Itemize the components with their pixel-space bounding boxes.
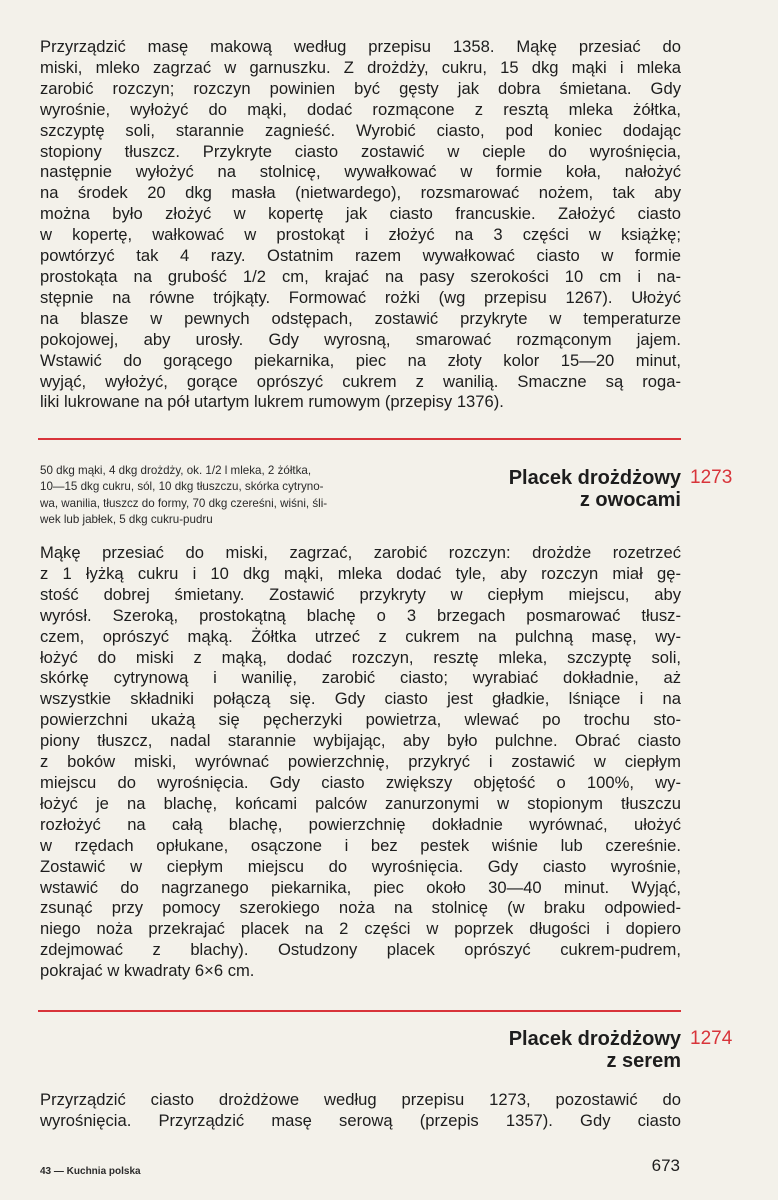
text-line: zsunąć przy pomocy szerokiego noża na stolnicę (w braku odpowied- (40, 898, 681, 918)
text-line: pokrajać w kwadraty 6×6 cm. (40, 961, 255, 981)
text-line: zdejmować z blachy). Ostudzony placek oprószyć cukrem-pudrem, (40, 940, 681, 960)
text-line: w rzędach opłukane, osączone i bez pestek wiśnie lub czereśnie. (40, 835, 681, 855)
section-divider (38, 1010, 681, 1012)
text-line: łożyć je na blachę, końcami palców zanurzonymi w stopionym tłuszczu (40, 793, 681, 813)
text-line: stość dobrej śmietany. Zostawić przykryty w ciepłym miejscu, aby (40, 584, 681, 604)
recipe-1274-number: 1274 (690, 1028, 733, 1049)
text-line: szczyptę soli, starannie zagnieść. Wyrobić ciasto, pod koniec dodając (40, 120, 681, 140)
text-line: łożyć do miski z mąką, dodać rozczyn, resztę mleka, szczyptę soli, (40, 647, 681, 667)
text-line: Przyrządzić masę makową według przepisu 1358. Mąkę przesiać do (40, 37, 681, 56)
text-line: na środek 20 dkg masła (nietwardego), rozsmarować nożem, tak aby (40, 183, 681, 203)
text-line: liki lukrowane na pół utartym lukrem rumowym (przepisy 1376). (40, 392, 504, 412)
text-line: z boków miski, wyrównać powierzchnię, przykryć i zostawić w ciepłym (40, 752, 681, 772)
text-line: wyjąć, wyłożyć, gorące oprószyć cukrem z wanilią. Smaczne są roga- (40, 371, 681, 391)
text-line: Zostawić w ciepłym miejscu do wyrośnięcia. Gdy ciasto wyrośnie, (40, 856, 681, 876)
text-line: powtórzyć tak 4 razy. Ostatnim razem wywałkować ciasto w formie (40, 246, 681, 266)
text-line: Wstawić do gorącego piekarnika, piec na złoty kolor 15—20 minut, (40, 350, 681, 370)
text-line: można było złożyć w kopertę jak ciasto francuskie. Założyć ciasto (40, 204, 681, 224)
text-line: Przyrządzić ciasto drożdżowe według przepisu 1273, pozostawić do (40, 1090, 681, 1109)
text-line: miejscu do wyrośnięcia. Gdy ciasto zwiększy objętość o 100%, wy- (40, 772, 681, 792)
text-line: skórkę cytrynową i wanilię, zarobić ciasto; wyrabiać dokładnie, aż (40, 668, 681, 688)
recipe-1274-text (40, 1090, 681, 1132)
text-line: pokojowej, aby urosły. Gdy wyrosną, smarować rozmąconym jajem. (40, 329, 681, 349)
text-line: czem, oprószyć mąką. Żółtka utrzeć z cukrem na pulchną masę, wy- (40, 626, 681, 646)
recipe-1272-text (40, 37, 681, 413)
text-line: wyrośnięcia. Przyrządzić masę serową (przepis 1357). Gdy ciasto (40, 1110, 681, 1130)
text-line: następnie wyłożyć na stolnicę, wywałkować w formie koła, nałożyć (40, 162, 681, 182)
text-line: niego noża przekrajać placek na 2 części w poprzek długości i dopiero (40, 919, 681, 939)
text-line: powierzchni ukażą się pęcherzyki powietrza, wlewać po trochu sto- (40, 710, 681, 730)
title-line: z serem (606, 1050, 681, 1072)
text-line: wstawić do nagrzanego piekarnika, piec około 30—40 minut. Wyjąć, (40, 877, 681, 897)
text-line: z 1 łyżką cukru i 10 dkg mąki, mleka dodać tyle, aby rozczyn miał gę- (40, 563, 681, 583)
text-line: miski, mleko zagrzać w garnuszku. Z drożdży, cukru, 15 dkg mąki i mleka (40, 57, 681, 77)
text-line: Mąkę przesiać do miski, zagrzać, zarobić rozczyn: drożdże rozetrzeć (40, 543, 681, 562)
title-line: Placek drożdżowy (508, 1028, 681, 1050)
text-line: piony tłuszcz, nadal starannie wybijając, aby było pulchne. Obrać ciasto (40, 731, 681, 751)
ingredient-line: 50 dkg mąki, 4 dkg drożdży, ok. 1/2 l mleka, 2 żółtka, (40, 464, 312, 477)
recipe-1273-ingredients (40, 463, 458, 529)
footer-signature: 43 — Kuchnia polska (40, 1166, 141, 1177)
ingredient-line: 10—15 dkg cukru, sól, 10 dkg tłuszczu, skórka cytryno- (40, 480, 324, 494)
text-line: w kopertę, wałkować w prostokąt i złożyć na 3 części w książkę; (40, 225, 681, 245)
page-number: 673 (651, 1156, 680, 1175)
title-line: z owocami (579, 489, 681, 511)
text-line: rozłożyć na całą blachę, powierzchnię dokładnie wyrównać, ułożyć (40, 814, 681, 834)
text-line: stępnie na równe trójkąty. Formować rożki (wg przepisu 1267). Ułożyć (40, 287, 681, 307)
text-line: zarobić rozczyn; rozczyn powinien być gęsty jak dobra śmietana. Gdy (40, 78, 681, 98)
title-line: Placek drożdżowy (508, 467, 681, 489)
text-line: wyrósł. Szeroką, prostokątną blachę o 3 brzegach posmarować tłusz- (40, 605, 681, 625)
section-divider (38, 438, 681, 440)
text-line: na blasze w pewnych odstępach, zostawić przykryte w temperaturze (40, 308, 681, 328)
ingredient-line: wa, wanilia, tłuszcz do formy, 70 dkg czereśni, wiśni, śli- (40, 496, 328, 510)
text-line: wyrośnie, wyłożyć do mąki, dodać rozmącone z resztą mleka żółtka, (40, 99, 681, 119)
recipe-1274-title (509, 1028, 681, 1072)
recipe-1273-title (509, 467, 681, 511)
text-line: wszystkie składniki połączą się. Gdy ciasto jest gładkie, lśniące i na (40, 689, 681, 709)
recipe-1273-number: 1273 (690, 467, 733, 488)
recipe-1273-text (40, 543, 681, 982)
text-line: prostokąta na grubość 1/2 cm, krajać na pasy szerokości 10 cm i na- (40, 266, 681, 286)
text-line: stopiony tłuszcz. Przykryte ciasto zostawić w cieple do wyrośnięcia, (40, 141, 681, 161)
ingredient-line: wek lub jabłek, 5 dkg cukru-pudru (40, 513, 213, 527)
